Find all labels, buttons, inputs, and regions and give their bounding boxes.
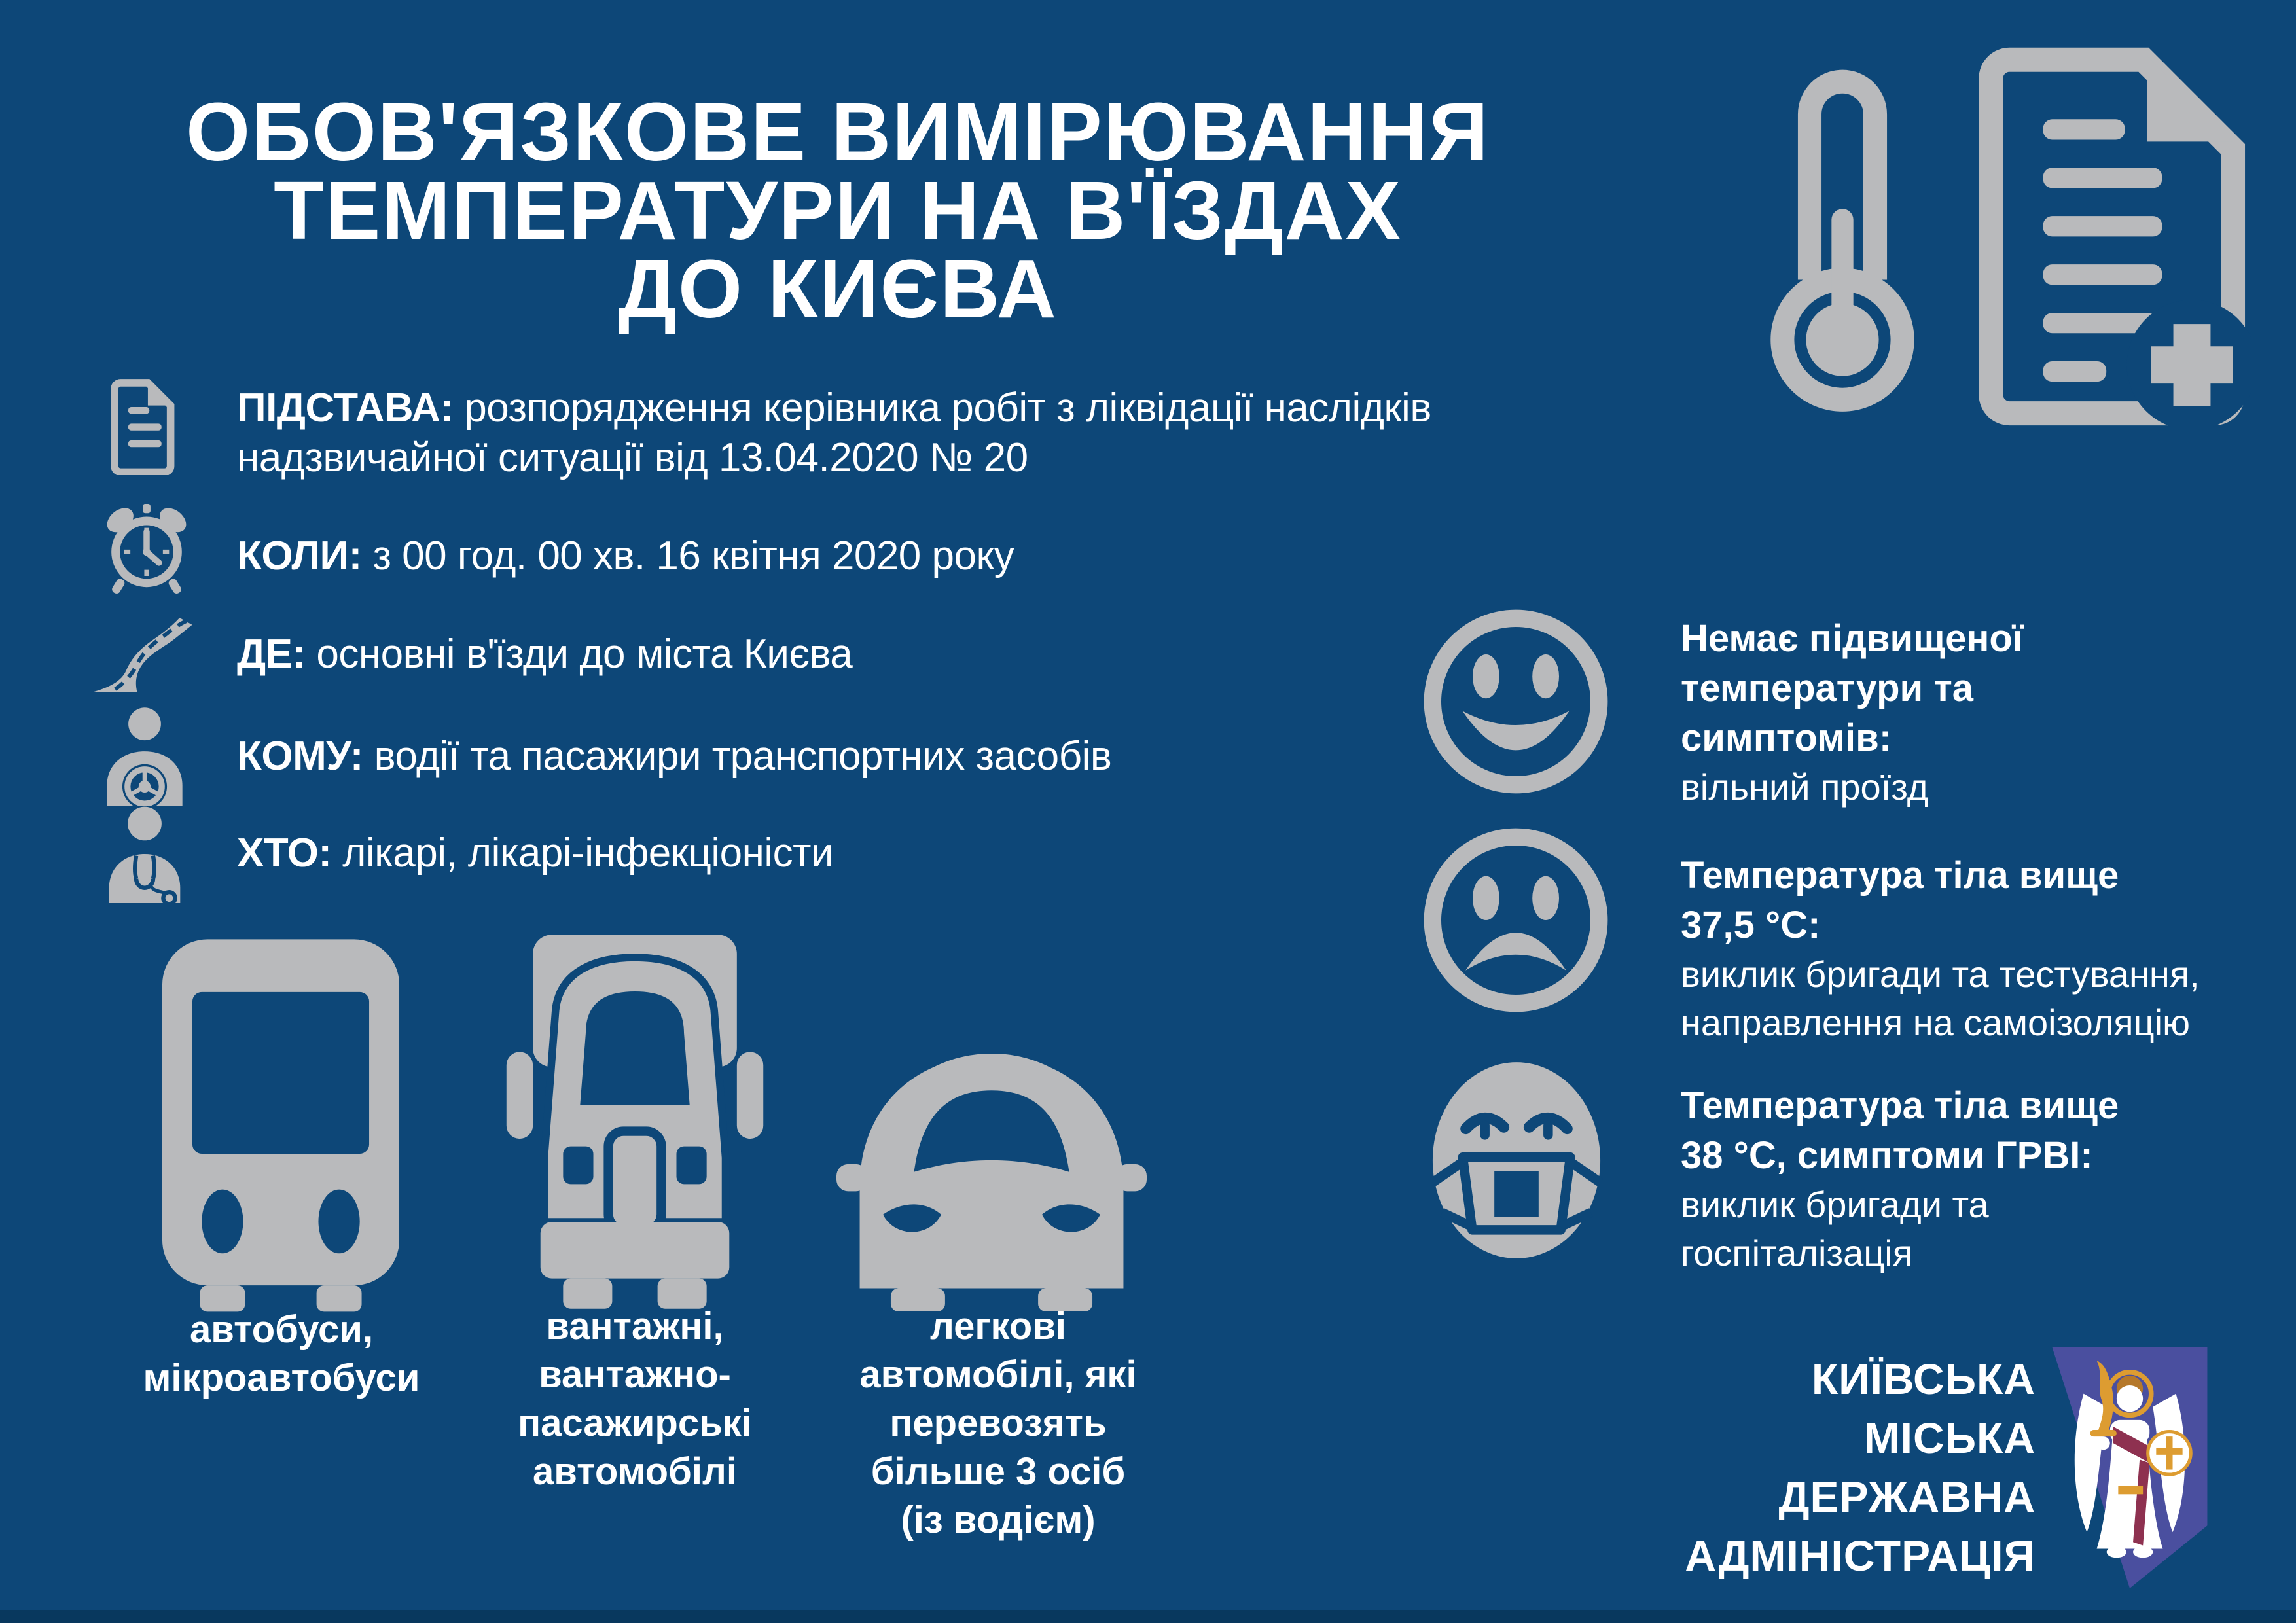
- outcome-title-line: Температура тіла вище: [1681, 854, 2119, 897]
- vehicle-label-line: автомобілі, які: [859, 1353, 1137, 1396]
- page-title: [72, 86, 1604, 335]
- info-row-khto: [237, 829, 833, 878]
- vehicle-label-line: легкові: [930, 1305, 1066, 1347]
- outcome-body-line: направлення на самоізоляцію: [1681, 1002, 2191, 1043]
- title-line-2: ТЕМПЕРАТУРИ НА В'ЇЗДАХ: [274, 164, 1402, 257]
- info-label: ПІДСТАВА:: [237, 385, 454, 431]
- outcome-title-line: Немає підвищеної: [1681, 617, 2024, 660]
- info-value: основні в'їзди до міста Києва: [316, 632, 853, 677]
- kyiv-city-emblem: [2047, 1343, 2212, 1593]
- doctor-icon: [101, 805, 188, 903]
- outcome-body-line: виклик бригади та тестування,: [1681, 954, 2200, 995]
- sad-face-icon: [1422, 826, 1610, 1014]
- info-value: розпорядження керівника робіт з ліквідації наслідків: [464, 385, 1431, 431]
- driver-icon: [101, 707, 188, 806]
- org-line: ДЕРЖАВНА: [1778, 1472, 2036, 1521]
- info-value-line2: надзвичайної ситуації від 13.04.2020 № 20: [237, 435, 1028, 480]
- outcome-title-line: Температура тіла вище: [1681, 1084, 2119, 1127]
- bus-icon: [147, 935, 414, 1313]
- vehicle-label-line: пасажирські: [518, 1402, 752, 1444]
- outcome-body-line: виклик бригади та: [1681, 1184, 1989, 1225]
- outcome-body-line: вільний проїзд: [1681, 766, 1929, 808]
- road-icon: [92, 607, 198, 699]
- outcome-no-fever: [1681, 614, 2296, 812]
- outcome-body-line: госпіталізація: [1681, 1232, 1913, 1274]
- outcome-title-line: 38 °С, симптоми ГРВІ:: [1681, 1134, 2093, 1177]
- thermometer-icon: [1761, 52, 1924, 416]
- vehicle-label-line: вантажні,: [546, 1305, 724, 1347]
- truck-icon: [503, 935, 767, 1313]
- outcome-title-line: температури та: [1681, 667, 1973, 709]
- bottom-accent-bar: [0, 1610, 2296, 1623]
- document-icon: [105, 378, 182, 475]
- info-label: ДЕ:: [237, 632, 306, 677]
- info-row-komu: [237, 732, 1111, 781]
- title-line-3: ДО КИЄВА: [618, 243, 1058, 335]
- vehicle-label-line: перевозять: [889, 1402, 1107, 1444]
- title-line-1: ОБОВ'ЯЗКОВЕ ВИМІРЮВАННЯ: [186, 86, 1490, 178]
- outcome-fever-38: [1681, 1081, 2296, 1277]
- medical-document-icon: [1954, 45, 2251, 427]
- info-value: водії та пасажири транспортних засобів: [374, 734, 1112, 779]
- outcome-title-line: симптомів:: [1681, 717, 1892, 759]
- vehicle-label-line: вантажно-: [539, 1353, 731, 1396]
- org-line: МІСЬКА: [1863, 1414, 2036, 1462]
- outcome-title-line: 37,5 °С:: [1681, 904, 1821, 946]
- info-row-koly: [237, 531, 1014, 581]
- vehicle-label-line: автомобілі: [533, 1450, 737, 1493]
- vehicle-label-trucks: [448, 1302, 821, 1496]
- info-label: ХТО:: [237, 830, 332, 876]
- vehicle-label-cars: [815, 1302, 1181, 1544]
- vehicle-label-line: мікроавтобуси: [143, 1357, 420, 1399]
- info-value: лікарі, лікарі-інфекціоністи: [342, 830, 834, 876]
- vehicle-label-line: більше 3 осіб: [870, 1450, 1126, 1493]
- happy-face-icon: [1422, 607, 1610, 796]
- info-label: КОЛИ:: [237, 533, 362, 579]
- outcome-fever-37-5: [1681, 851, 2296, 1047]
- org-line: АДМІНІСТРАЦІЯ: [1685, 1531, 2036, 1580]
- alarm-clock-icon: [97, 504, 196, 597]
- vehicle-label-buses: [85, 1306, 478, 1402]
- masked-face-icon: [1422, 1052, 1611, 1268]
- vehicle-label-line: (із водієм): [901, 1499, 1096, 1541]
- vehicle-label-line: автобуси,: [189, 1308, 374, 1351]
- info-row-podstava: [237, 383, 1431, 483]
- organization-name: [1492, 1349, 2036, 1585]
- info-row-de: [237, 630, 852, 679]
- car-icon: [836, 1000, 1147, 1313]
- org-line: КИЇВСЬКА: [1811, 1355, 2036, 1403]
- info-label: КОМУ:: [237, 734, 363, 779]
- info-value: з 00 год. 00 хв. 16 квітня 2020 року: [372, 533, 1014, 579]
